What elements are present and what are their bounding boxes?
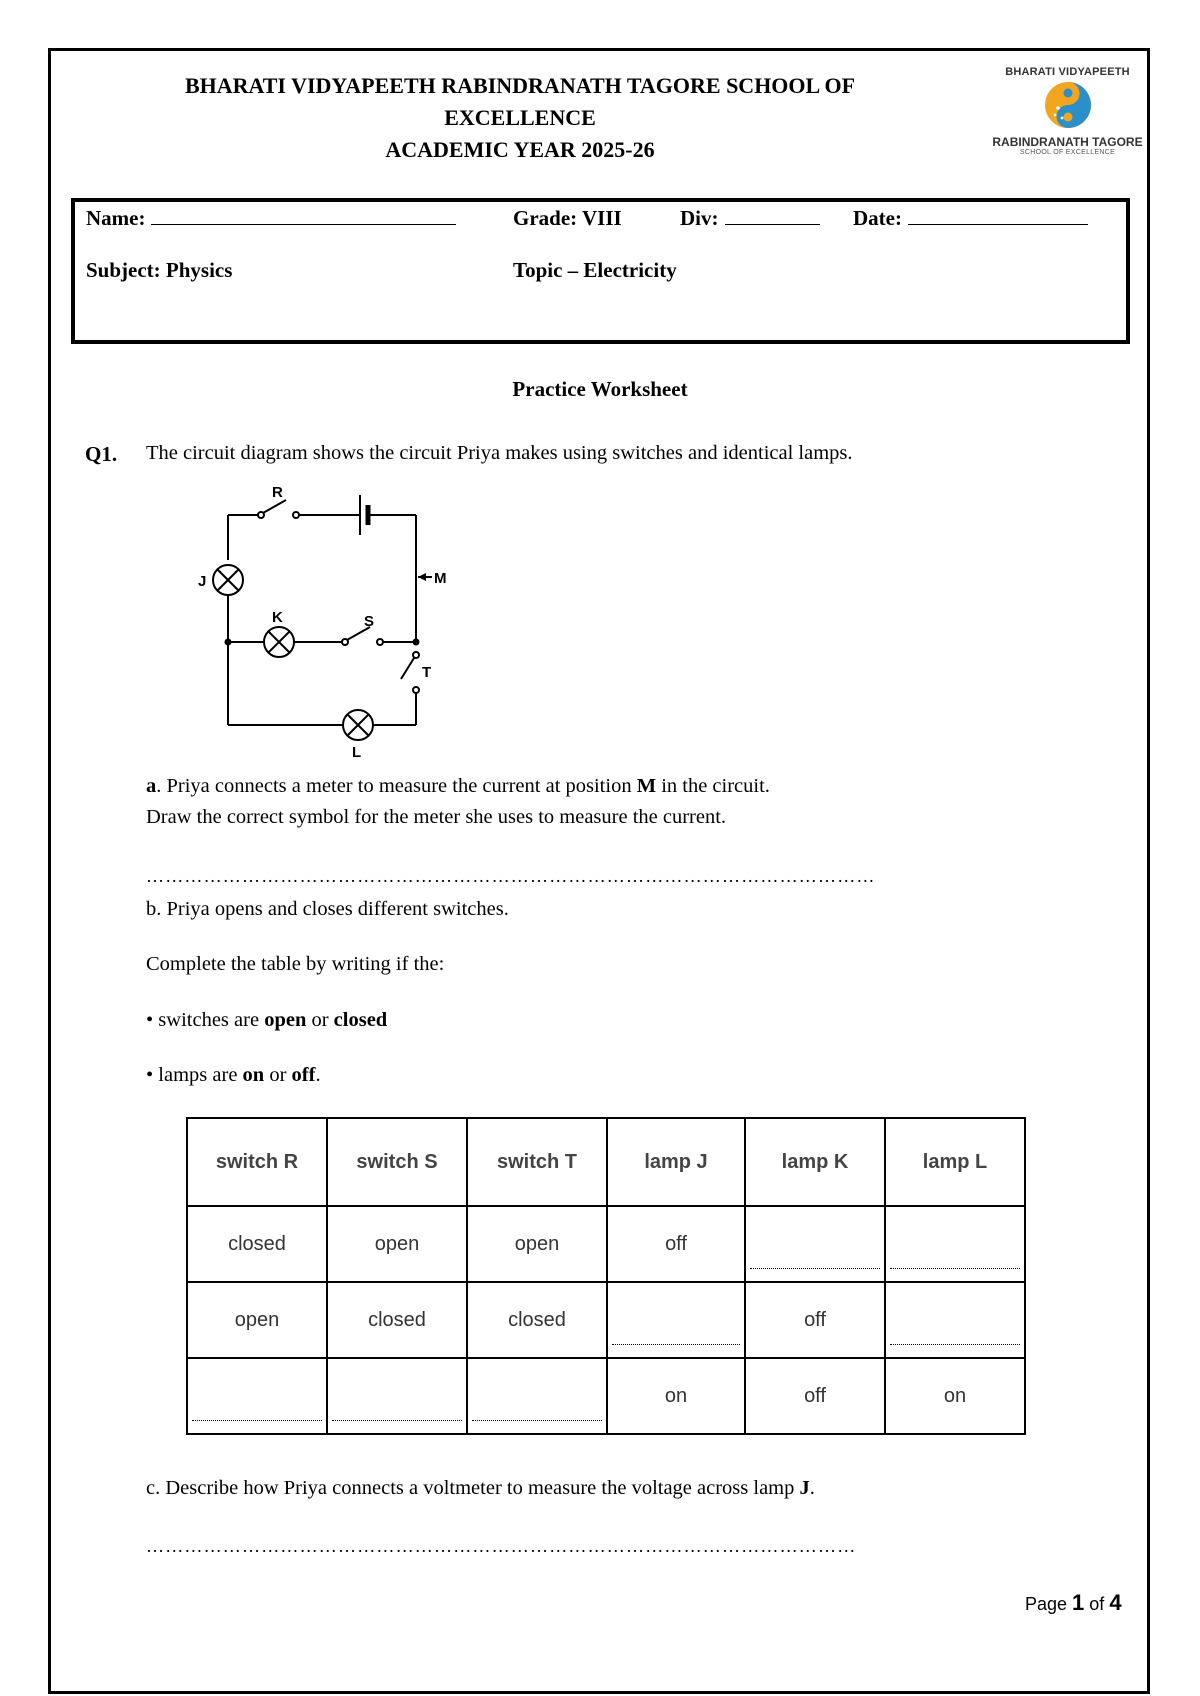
div-blank[interactable] bbox=[725, 206, 820, 225]
label-m: M bbox=[434, 570, 447, 587]
part-a-line2: Draw the correct symbol for the meter she uses to measure the current. bbox=[146, 806, 727, 828]
bullet1-pre: • switches are bbox=[146, 1009, 265, 1031]
bullet2-on: on bbox=[242, 1064, 265, 1086]
school-name-line2: EXCELLENCE bbox=[444, 105, 596, 130]
part-b-line1: b. Priya opens and closes different switches. bbox=[146, 898, 509, 920]
school-name-line1: BHARATI VIDYAPEETH RABINDRANATH TAGORE SCHOOL OF bbox=[184, 73, 856, 98]
logo-emblem-icon bbox=[1038, 78, 1098, 130]
bullet2-pre: • lamps are bbox=[146, 1064, 243, 1086]
table-row bbox=[187, 1206, 1025, 1282]
part-a-end: in the circuit. bbox=[656, 775, 770, 797]
part-b-line2: Complete the table by writing if the: bbox=[146, 953, 445, 975]
table-cell: closed bbox=[327, 1282, 467, 1358]
switch-r-lever bbox=[263, 500, 286, 513]
part-a-m: M bbox=[636, 775, 657, 797]
label-j: J bbox=[198, 573, 207, 590]
table-header: lamp J bbox=[607, 1118, 745, 1206]
switch-t-contact-top bbox=[413, 652, 419, 658]
name-label: Name: bbox=[86, 206, 146, 230]
table-cell: off bbox=[745, 1358, 885, 1434]
table-cell: open bbox=[467, 1206, 607, 1282]
junction-right bbox=[414, 640, 419, 645]
school-logo bbox=[985, 66, 1150, 166]
bullet-lamps bbox=[146, 1064, 321, 1087]
arrow-m-head bbox=[418, 573, 426, 581]
bullet1-mid: or bbox=[306, 1009, 334, 1031]
subject-label: Subject: Physics bbox=[86, 258, 233, 282]
switch-lamp-table bbox=[186, 1117, 1026, 1435]
date-label: Date: bbox=[853, 206, 902, 230]
page-current: 1 bbox=[1072, 1590, 1085, 1615]
answer-line-c[interactable]: ………………………………………………………………………………………………… bbox=[146, 1536, 857, 1556]
switch-t-lever bbox=[401, 658, 414, 679]
bullet1-closed: closed bbox=[333, 1009, 388, 1031]
academic-year: ACADEMIC YEAR 2025-26 bbox=[385, 137, 655, 162]
grade-label: Grade: VIII bbox=[513, 206, 622, 230]
table-header: switch T bbox=[467, 1118, 607, 1206]
table-header: lamp K bbox=[745, 1118, 885, 1206]
label-r: R bbox=[272, 484, 283, 501]
label-k: K bbox=[272, 609, 283, 626]
table-answer-cell[interactable] bbox=[885, 1282, 1025, 1358]
worksheet-title: Practice Worksheet bbox=[512, 377, 688, 401]
bullet-switches bbox=[146, 1009, 387, 1032]
table-cell: closed bbox=[187, 1206, 327, 1282]
part-c-j: J bbox=[799, 1477, 810, 1499]
bullet2-end: . bbox=[315, 1064, 321, 1086]
table-answer-cell[interactable] bbox=[607, 1282, 745, 1358]
topic-label: Topic – Electricity bbox=[513, 258, 677, 282]
page-pre: Page bbox=[1025, 1594, 1073, 1614]
part-a-line1 bbox=[146, 775, 770, 798]
table-answer-cell[interactable] bbox=[745, 1206, 885, 1282]
table-answer-cell[interactable] bbox=[885, 1206, 1025, 1282]
part-c-text bbox=[146, 1477, 815, 1500]
logo-middle-text: RABINDRANATH TAGORE bbox=[992, 135, 1143, 149]
school-title bbox=[120, 70, 920, 166]
switch-s-contact-right bbox=[377, 639, 383, 645]
logo-top-text: BHARATI VIDYAPEETH bbox=[1005, 66, 1130, 78]
question-text: The circuit diagram shows the circuit Priya makes using switches and identical lamps. bbox=[146, 442, 853, 464]
name-blank[interactable] bbox=[151, 206, 456, 225]
table-cell: open bbox=[327, 1206, 467, 1282]
bullet2-mid: or bbox=[264, 1064, 292, 1086]
part-a-text: . Priya connects a meter to measure the current at position bbox=[156, 775, 637, 797]
table-cell: on bbox=[607, 1358, 745, 1434]
switch-t-contact-bottom bbox=[413, 687, 419, 693]
circuit-diagram bbox=[190, 480, 480, 765]
table-cell: off bbox=[607, 1206, 745, 1282]
date-blank[interactable] bbox=[908, 206, 1088, 225]
table-cell: closed bbox=[467, 1282, 607, 1358]
page-total: 4 bbox=[1109, 1590, 1122, 1615]
table-cell: open bbox=[187, 1282, 327, 1358]
table-header: lamp L bbox=[885, 1118, 1025, 1206]
logo-bottom-text: SCHOOL OF EXCELLENCE bbox=[1019, 149, 1116, 156]
table-cell: on bbox=[885, 1358, 1025, 1434]
table-header: switch S bbox=[327, 1118, 467, 1206]
table-header-row bbox=[187, 1118, 1025, 1206]
page-mid: of bbox=[1084, 1594, 1110, 1614]
name-field[interactable] bbox=[86, 206, 456, 231]
page-number bbox=[1025, 1590, 1122, 1616]
table-row bbox=[187, 1282, 1025, 1358]
label-s: S bbox=[364, 613, 375, 630]
div-field[interactable] bbox=[680, 206, 820, 231]
date-field[interactable] bbox=[853, 206, 1088, 231]
table-answer-cell[interactable] bbox=[327, 1358, 467, 1434]
part-c-end: . bbox=[809, 1477, 815, 1499]
table-cell: off bbox=[745, 1282, 885, 1358]
part-a-letter: a bbox=[146, 775, 157, 797]
div-label: Div: bbox=[680, 206, 719, 230]
table-answer-cell[interactable] bbox=[467, 1358, 607, 1434]
bullet2-off: off bbox=[291, 1064, 316, 1086]
table-answer-cell[interactable] bbox=[187, 1358, 327, 1434]
switch-r-contact-right bbox=[293, 512, 299, 518]
answer-line-a[interactable]: …………………………………………………………………………………………………… bbox=[146, 866, 876, 886]
part-c-pre: c. Describe how Priya connects a voltmeter to measure the voltage across lamp bbox=[146, 1477, 800, 1499]
table-row bbox=[187, 1358, 1025, 1434]
table-header: switch R bbox=[187, 1118, 327, 1206]
label-t: T bbox=[422, 664, 432, 681]
bullet1-open: open bbox=[264, 1009, 307, 1031]
label-l: L bbox=[352, 744, 362, 761]
question-number: Q1. bbox=[85, 442, 118, 466]
